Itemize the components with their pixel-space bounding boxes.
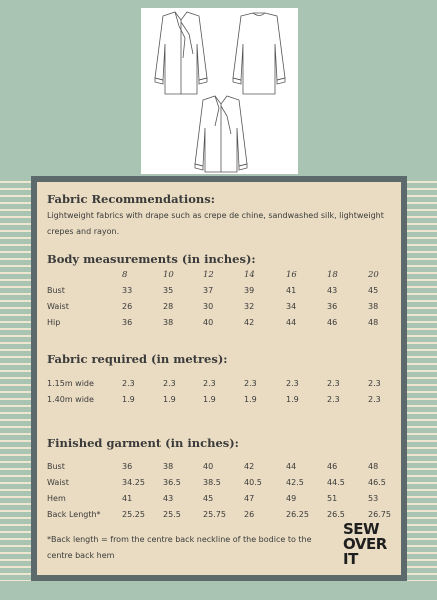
table-cell: 42.5 <box>286 478 304 487</box>
table-cell: 35 <box>163 286 174 295</box>
fabric-recommendations-heading: Fabric Recommendations: <box>47 192 215 206</box>
table-cell: 30 <box>203 302 214 311</box>
logo-line: OVER <box>343 535 387 553</box>
size-header: 18 <box>327 270 338 280</box>
size-header: 14 <box>244 270 255 280</box>
table-cell: 25.75 <box>203 510 226 519</box>
table-cell: 36 <box>122 318 133 327</box>
table-cell: 26.25 <box>286 510 309 519</box>
row-label: Hip <box>47 318 61 327</box>
table-cell: 53 <box>368 494 379 503</box>
table-cell: 46.5 <box>368 478 386 487</box>
table-cell: 2.3 <box>122 379 135 388</box>
table-cell: 44 <box>286 318 297 327</box>
table-cell: 26.5 <box>327 510 345 519</box>
table-cell: 26 <box>244 510 255 519</box>
table-cell: 36.5 <box>163 478 181 487</box>
blouse-back-sketch <box>233 13 285 94</box>
back-length-footnote: *Back length = from the centre back neckline of the bodice to the centre back hem <box>47 535 312 560</box>
table-cell: 26 <box>122 302 133 311</box>
table-cell: 36 <box>122 462 133 471</box>
table-cell: 45 <box>368 286 379 295</box>
table-cell: 48 <box>368 318 379 327</box>
body-measurements-heading: Body measurements (in inches): <box>47 252 256 266</box>
size-header: 12 <box>203 270 214 280</box>
table-cell: 34.25 <box>122 478 145 487</box>
table-cell: 44 <box>286 462 297 471</box>
table-cell: 41 <box>122 494 133 503</box>
table-cell: 38 <box>163 318 174 327</box>
table-cell: 1.9 <box>244 395 257 404</box>
table-cell: 40.5 <box>244 478 262 487</box>
table-cell: 43 <box>327 286 338 295</box>
table-cell: 32 <box>244 302 255 311</box>
table-cell: 40 <box>203 462 214 471</box>
row-label: Hem <box>47 494 66 503</box>
table-cell: 2.3 <box>203 379 216 388</box>
fabric-required-heading: Fabric required (in metres): <box>47 352 228 366</box>
row-label: 1.15m wide <box>47 379 94 388</box>
table-cell: 1.9 <box>163 395 176 404</box>
table-cell: 37 <box>203 286 214 295</box>
logo-line: IT <box>343 550 358 568</box>
table-cell: 1.9 <box>122 395 135 404</box>
table-cell: 2.3 <box>286 379 299 388</box>
size-chart-inner <box>37 182 401 575</box>
table-cell: 49 <box>286 494 297 503</box>
table-cell: 41 <box>286 286 297 295</box>
table-cell: 47 <box>244 494 255 503</box>
blouse-front-sketch <box>155 12 207 94</box>
row-label: Waist <box>47 302 69 311</box>
size-header: 16 <box>286 270 297 280</box>
table-cell: 2.3 <box>244 379 257 388</box>
blouse-front-open-sketch <box>195 96 247 172</box>
table-cell: 36 <box>327 302 338 311</box>
size-header: 20 <box>368 270 379 280</box>
table-cell: 42 <box>244 318 255 327</box>
table-cell: 38 <box>163 462 174 471</box>
table-cell: 25.5 <box>163 510 181 519</box>
table-cell: 46 <box>327 318 338 327</box>
row-label: 1.40m wide <box>47 395 94 404</box>
table-cell: 51 <box>327 494 338 503</box>
table-cell: 26.75 <box>368 510 391 519</box>
row-label: Bust <box>47 462 65 471</box>
table-cell: 2.3 <box>368 395 381 404</box>
table-cell: 40 <box>203 318 214 327</box>
size-header: 8 <box>122 270 128 280</box>
table-cell: 44.5 <box>327 478 345 487</box>
row-label: Back Length* <box>47 510 101 519</box>
table-cell: 38.5 <box>203 478 221 487</box>
sew-over-it-logo <box>343 522 393 567</box>
table-cell: 1.9 <box>203 395 216 404</box>
table-cell: 28 <box>163 302 174 311</box>
finished-garment-heading: Finished garment (in inches): <box>47 436 239 450</box>
row-label: Waist <box>47 478 69 487</box>
table-cell: 2.3 <box>327 395 340 404</box>
size-header: 10 <box>163 270 174 280</box>
blouse-technical-drawing <box>141 8 298 174</box>
table-cell: 43 <box>163 494 174 503</box>
table-cell: 45 <box>203 494 214 503</box>
table-cell: 1.9 <box>286 395 299 404</box>
fabric-recommendations-text: Lightweight fabrics with drape such as crepe de chine, sandwashed silk, lightweight crepes and rayon. <box>47 211 384 236</box>
garment-sketch-panel <box>141 8 298 174</box>
table-cell: 38 <box>368 302 379 311</box>
table-cell: 39 <box>244 286 255 295</box>
table-cell: 33 <box>122 286 133 295</box>
table-cell: 2.3 <box>368 379 381 388</box>
table-cell: 34 <box>286 302 297 311</box>
table-cell: 48 <box>368 462 379 471</box>
logo-line: SEW <box>343 520 380 538</box>
table-cell: 2.3 <box>327 379 340 388</box>
table-cell: 46 <box>327 462 338 471</box>
row-label: Bust <box>47 286 65 295</box>
table-cell: 42 <box>244 462 255 471</box>
table-cell: 25.25 <box>122 510 145 519</box>
table-cell: 2.3 <box>163 379 176 388</box>
size-chart-card <box>31 176 407 581</box>
